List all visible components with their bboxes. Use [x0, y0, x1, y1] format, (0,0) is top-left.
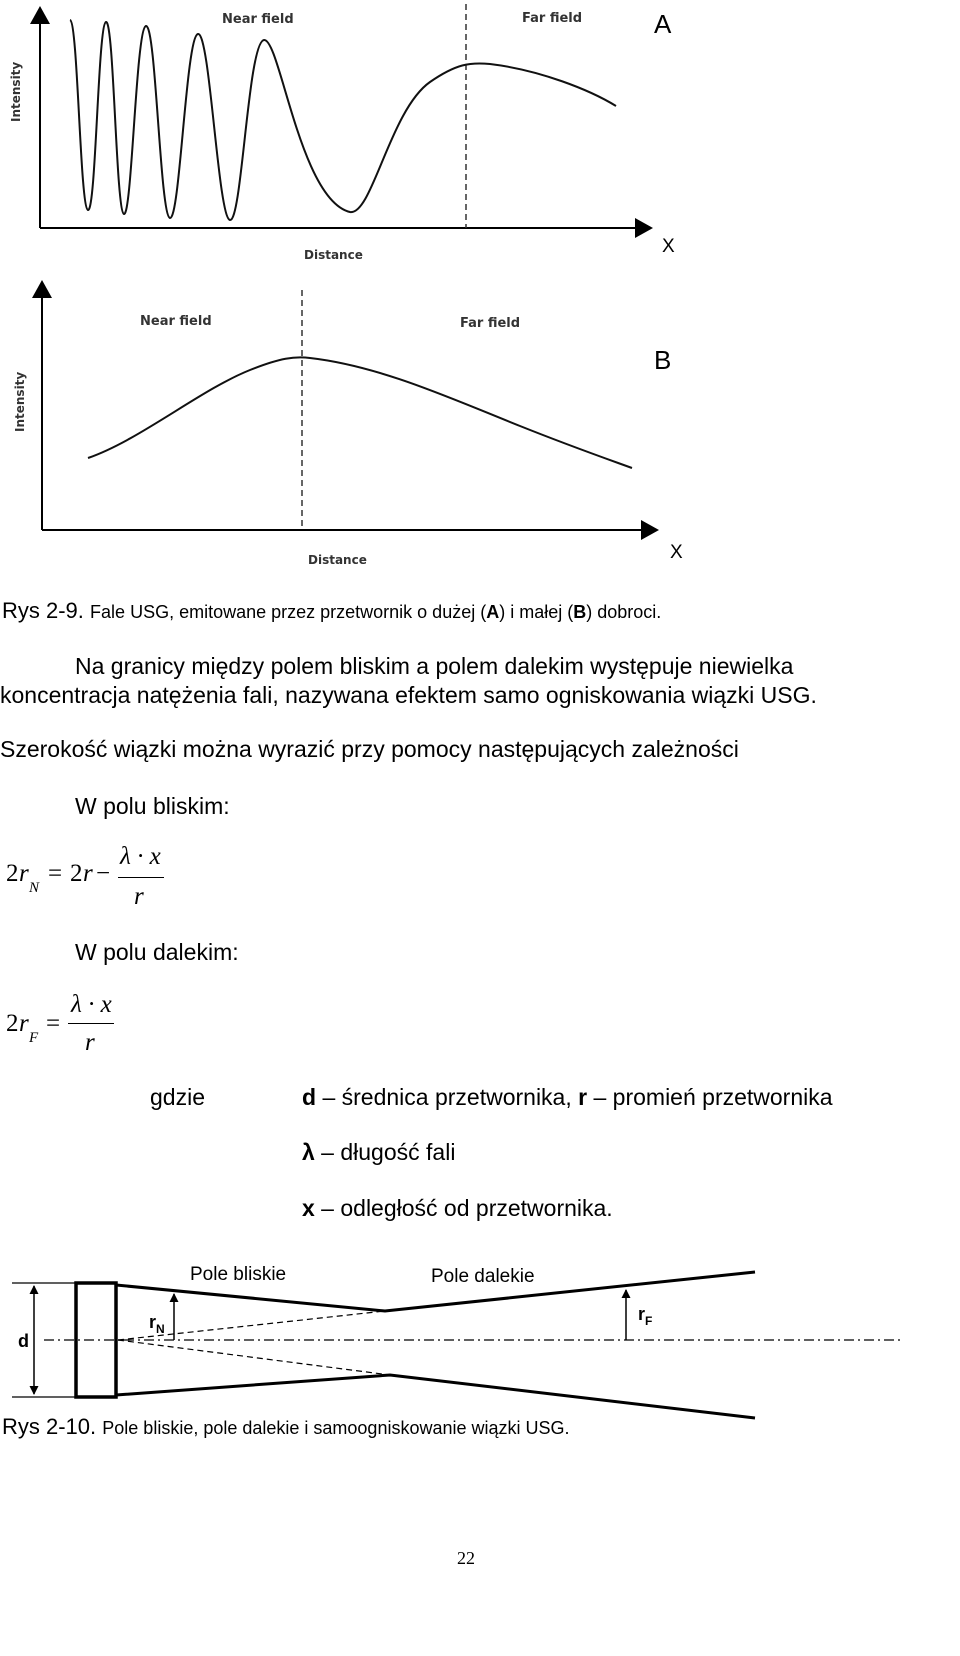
figure-a-far-label: Far field — [522, 11, 583, 26]
far-denominator: r — [85, 1029, 95, 1056]
figure-b-panel-letter: B — [654, 345, 672, 375]
figure-caption-1-text-c: ) dobroci. — [586, 602, 662, 622]
figure-b-near-label: Near field — [140, 314, 212, 329]
near-denominator: r — [134, 883, 144, 910]
figure-b-x-arrow-label: X — [670, 542, 683, 563]
far-fraction-bar — [68, 1023, 114, 1024]
near-field-heading: W polu bliskim: — [75, 793, 230, 819]
far-numerator: λ · x — [71, 991, 112, 1018]
near-fraction-bar — [118, 877, 164, 878]
legend-lambda-symbol: λ — [302, 1139, 315, 1165]
far-lhs-sub: F — [29, 1030, 39, 1046]
legend-row-x — [302, 1195, 613, 1222]
near-lhs-sub: N — [29, 880, 40, 896]
figure-caption-2-text: Pole bliskie, pole dalekie i samoogniskowanie wiązki USG. — [102, 1418, 570, 1438]
far-field-formula — [0, 985, 160, 1065]
near-equals: = — [48, 860, 63, 887]
diagram-d-label: d — [18, 1331, 29, 1351]
beam-diagram — [0, 1250, 960, 1430]
legend-where: gdzie — [150, 1084, 205, 1110]
figure-caption-1-number: Rys 2-9. — [2, 598, 84, 623]
diagram-rf-label — [638, 1304, 652, 1328]
near-rhs-coef: 2 — [70, 860, 83, 887]
legend-r-symbol: r — [578, 1084, 588, 1110]
far-equals: = — [46, 1010, 61, 1037]
legend-row-lambda — [302, 1139, 455, 1166]
figure-a-intensity-curve — [70, 20, 616, 220]
figure-a-y-label: Intensity — [9, 61, 23, 122]
near-lhs-var: r — [19, 860, 29, 887]
figure-a-x-arrow-label: X — [662, 236, 675, 257]
diagram-near-label: Pole bliskie — [190, 1264, 287, 1285]
near-field-formula — [0, 840, 200, 920]
legend-lambda-text: – długość fali — [314, 1139, 456, 1165]
figure-caption-1-bold-a: A — [486, 602, 500, 622]
diagram-rf-main: r — [638, 1304, 646, 1324]
legend-row-d-r — [302, 1084, 833, 1111]
diagram-rn-sub: N — [156, 1322, 165, 1336]
figure-caption-1 — [2, 598, 661, 625]
figure-b-intensity-curve — [88, 357, 632, 468]
near-rhs-var: r — [83, 860, 93, 887]
figure-a-x-label: Distance — [304, 248, 363, 262]
legend-r-text: – promień przetwornika — [587, 1084, 833, 1110]
figure-b-x-label: Distance — [308, 553, 367, 567]
figure-caption-1-text-a: Fale USG, emitowane przez przetwornik o dużej ( — [90, 602, 487, 622]
paragraph-2: Szerokość wiązki można wyrazić przy pomocy następujących zależności — [0, 736, 739, 762]
page-number: 22 — [457, 1548, 475, 1568]
figure-caption-1-bold-b: B — [573, 602, 587, 622]
diagram-dashed-lower — [118, 1340, 390, 1375]
diagram-rn-label — [149, 1312, 165, 1336]
diagram-far-label: Pole dalekie — [431, 1266, 535, 1287]
figure-caption-2 — [2, 1414, 570, 1441]
far-lhs-var: r — [19, 1010, 29, 1037]
figure-b-y-label: Intensity — [13, 371, 27, 432]
diagram-beam-lower-edge — [116, 1375, 755, 1418]
paragraph-1-line-2: koncentracja natężenia fali, nazywana efektem samo ogniskowania wiązki USG. — [0, 682, 817, 708]
legend-x-symbol: x — [302, 1195, 315, 1221]
figure-b-far-label: Far field — [460, 316, 521, 331]
paragraph-1-line-1: Na granicy między polem bliskim a polem dalekim występuje niewielka — [75, 653, 794, 679]
diagram-rf-sub: F — [645, 1314, 653, 1328]
figure-a-panel-letter: A — [654, 9, 672, 39]
figure-caption-2-number: Rys 2-10. — [2, 1414, 97, 1439]
diagram-rn-main: r — [149, 1312, 157, 1332]
legend-x-text: – odległość od przetwornika. — [314, 1195, 613, 1221]
far-field-heading: W polu dalekim: — [75, 939, 239, 965]
legend-d-symbol: d — [302, 1084, 317, 1110]
figure-caption-1-text-b: ) i małej ( — [499, 602, 574, 622]
near-numerator: λ · x — [120, 843, 161, 870]
near-lhs-coef: 2 — [6, 860, 19, 887]
figure-a-near-label: Near field — [222, 12, 294, 27]
legend-d-text: – średnica przetwornika, — [316, 1084, 579, 1110]
far-lhs-coef: 2 — [6, 1010, 19, 1037]
near-minus: − — [96, 860, 111, 887]
figure-ab — [0, 0, 960, 600]
